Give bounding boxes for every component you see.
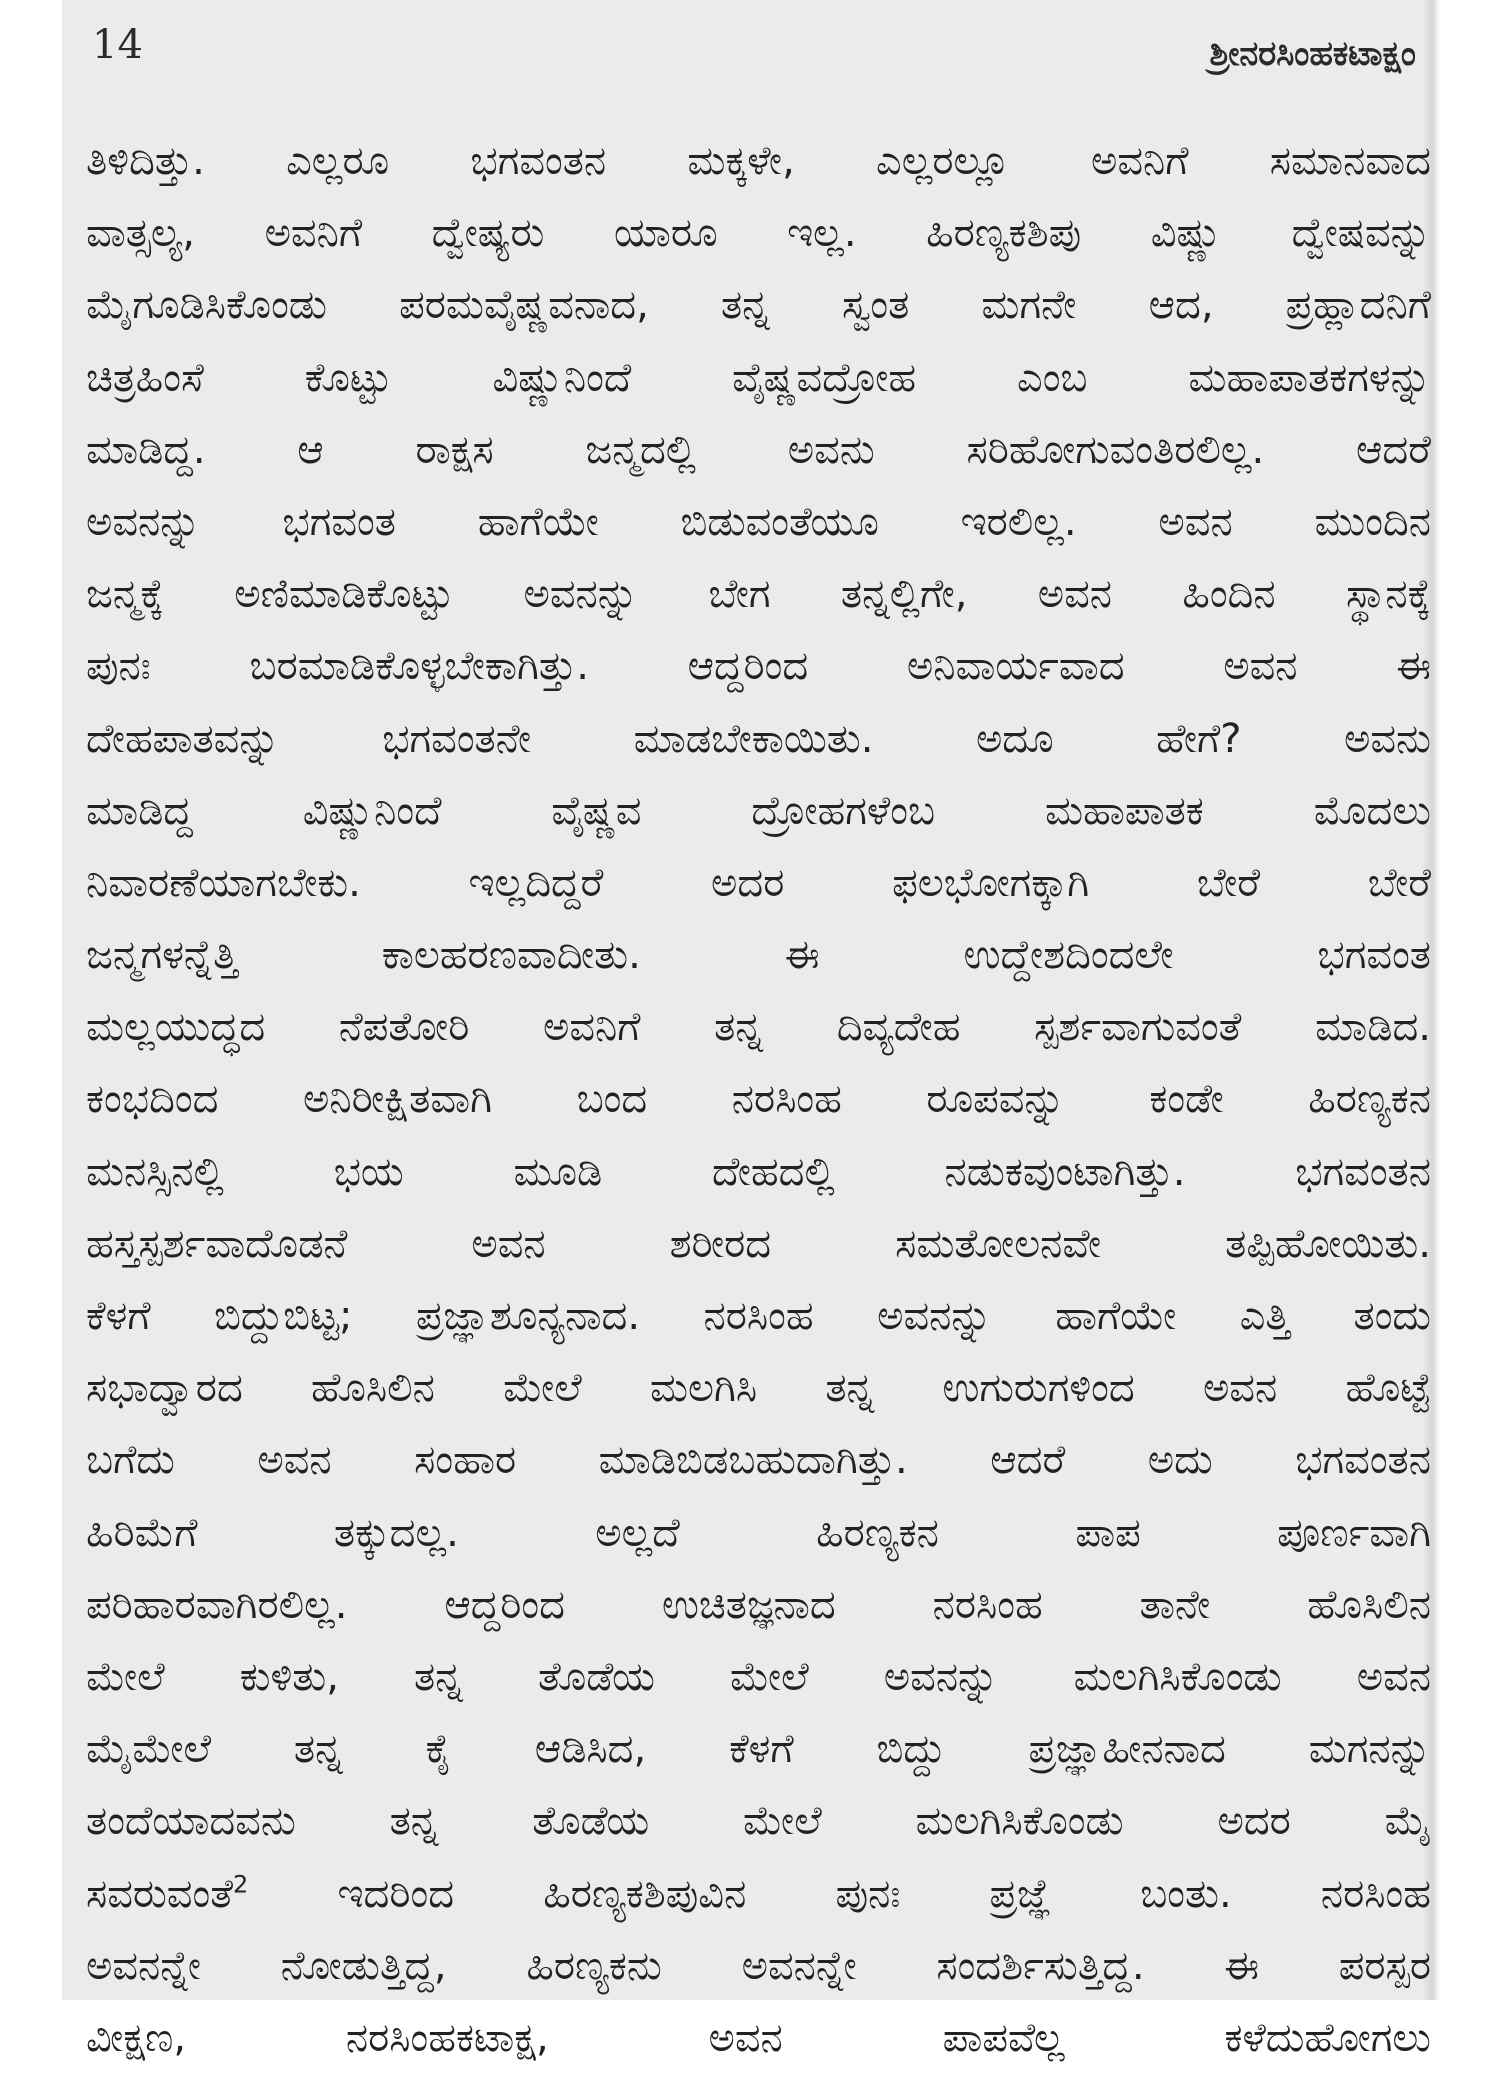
- text-line: ಹಿರಿಮೆಗೆ ತಕ್ಕುದಲ್ಲ. ಅಲ್ಲದೆ ಹಿರಣ್ಯಕನ ಪಾಪ ಪೂರ್ಣವಾಗಿ: [86, 1509, 1431, 1556]
- text-line: ತಿಳಿದಿತ್ತು. ಎಲ್ಲರೂ ಭಗವಂತನ ಮಕ್ಕಳೇ, ಎಲ್ಲರಲ್ಲೂ ಅವನಿಗೆ ಸಮಾನವಾದ: [86, 138, 1431, 184]
- text-line: ಹಸ್ತಸ್ಪರ್ಶವಾದೊಡನೆ ಅವನ ಶರೀರದ ಸಮತೋಲನವೇ ತಪ್ಪಿಹೋಯಿತು.: [86, 1220, 1431, 1267]
- text-line: ಸಭಾದ್ವಾರದ ಹೊಸಿಲಿನ ಮೇಲೆ ಮಲಗಿಸಿ ತನ್ನ ಉಗುರುಗಳಿಂದ ಅವನ ಹೊಟ್ಟೆ: [86, 1365, 1431, 1412]
- text-line: ಮಾಡಿದ್ದ. ಆ ರಾಕ್ಷಸ ಜನ್ಮದಲ್ಲಿ ಅವನು ಸರಿಹೋಗುವಂತಿರಲಿಲ್ಲ. ಆದರೆ: [86, 426, 1431, 473]
- text-line: ಕೆಳಗೆ ಬಿದ್ದುಬಿಟ್ಟ; ಪ್ರಜ್ಞಾಶೂನ್ಯನಾದ. ನರಸಿಂಹ ಅವನನ್ನು ಹಾಗೆಯೇ ಎತ್ತಿ ತಂದು: [86, 1293, 1431, 1339]
- text-line: ಅವನನ್ನು ಭಗವಂತ ಹಾಗೆಯೇ ಬಿಡುವಂತೆಯೂ ಇರಲಿಲ್ಲ. ಅವನ ಮುಂದಿನ: [86, 498, 1431, 545]
- footnote-line-rest: ಇದರಿಂದ ಹಿರಣ್ಯಕಶಿಪುವಿನ ಪುನಃ ಪ್ರಜ್ಞೆ ಬಂತು. ನರಸಿಂಹ: [248, 1870, 1431, 1917]
- text-line: ಪುನಃ ಬರಮಾಡಿಕೊಳ್ಳಬೇಕಾಗಿತ್ತು. ಆದ್ದರಿಂದ ಅನಿವಾರ್ಯವಾದ ಅವನ ಈ: [86, 643, 1431, 690]
- text-line: ಜನ್ಮಕ್ಕೆ ಅಣಿಮಾಡಿಕೊಟ್ಟು ಅವನನ್ನು ಬೇಗ ತನ್ನಲ್ಲಿಗೇ, ಅವನ ಹಿಂದಿನ ಸ್ಥಾನಕ್ಕೆ: [86, 571, 1431, 618]
- text-line: ಜನ್ಮಗಳನ್ನೆತ್ತಿ ಕಾಲಹರಣವಾದೀತು. ಈ ಉದ್ದೇಶದಿಂದಲೇ ಭಗವಂತ: [86, 932, 1431, 979]
- text-line: ಕಂಭದಿಂದ ಅನಿರೀಕ್ಷಿತವಾಗಿ ಬಂದ ನರಸಿಂಹ ರೂಪವನ್ನು ಕಂಡೇ ಹಿರಣ್ಯಕನ: [86, 1076, 1431, 1123]
- text-line: ಮನಸ್ಸಿನಲ್ಲಿ ಭಯ ಮೂಡಿ ದೇಹದಲ್ಲಿ ನಡುಕವುಂಟಾಗಿತ್ತು. ಭಗವಂತನ: [86, 1148, 1431, 1195]
- text-line: ಮೈಮೇಲೆ ತನ್ನ ಕೈ ಆಡಿಸಿದ, ಕೆಳಗೆ ಬಿದ್ದು ಪ್ರಜ್ಞಾಹೀನನಾದ ಮಗನನ್ನು: [86, 1726, 1431, 1773]
- text-line: ಮಾಡಿದ್ದ ವಿಷ್ಣುನಿಂದೆ ವೈಷ್ಣವ ದ್ರೋಹಗಳೆಂಬ ಮಹಾಪಾತಕ ಮೊದಲು: [86, 787, 1431, 834]
- text-line: ಪರಿಹಾರವಾಗಿರಲಿಲ್ಲ. ಆದ್ದರಿಂದ ಉಚಿತಜ್ಞನಾದ ನರಸಿಂಹ ತಾನೇ ಹೊಸಿಲಿನ: [86, 1581, 1431, 1628]
- footnote-line-start: ಸವರುವಂತೆ: [86, 1870, 233, 1917]
- text-line: ಮೈಗೂಡಿಸಿಕೊಂಡು ಪರಮವೈಷ್ಣವನಾದ, ತನ್ನ ಸ್ವಂತ ಮಗನೇ ಆದ, ಪ್ರಹ್ಲಾದನಿಗೆ: [86, 282, 1431, 329]
- text-line: ಬಗೆದು ಅವನ ಸಂಹಾರ ಮಾಡಿಬಿಡಬಹುದಾಗಿತ್ತು. ಆದರೆ ಅದು ಭಗವಂತನ: [86, 1437, 1431, 1484]
- running-title: ಶ್ರೀನರಸಿಂಹಕಟಾಕ್ಷಂ: [1209, 34, 1416, 74]
- text-line: ದೇಹಪಾತವನ್ನು ಭಗವಂತನೇ ಮಾಡಬೇಕಾಯಿತು. ಅದೂ ಹೇಗೆ? ಅವನು: [86, 715, 1431, 762]
- text-line: ವಾತ್ಸಲ್ಯ, ಅವನಿಗೆ ದ್ವೇಷ್ಯರು ಯಾರೂ ಇಲ್ಲ. ಹಿರಣ್ಯಕಶಿಪು ವಿಷ್ಣು ದ್ವೇಷವನ್ನು: [86, 210, 1431, 257]
- text-line: ಮಲ್ಲಯುದ್ಧದ ನೆಪತೋರಿ ಅವನಿಗೆ ತನ್ನ ದಿವ್ಯದೇಹ ಸ್ಪರ್ಶವಾಗುವಂತೆ ಮಾಡಿದ.: [86, 1004, 1431, 1051]
- page-number: 14: [92, 22, 143, 68]
- text-line: ನಿವಾರಣೆಯಾಗಬೇಕು. ಇಲ್ಲದಿದ್ದರೆ ಅದರ ಫಲಭೋಗಕ್ಕಾಗಿ ಬೇರೆ ಬೇರೆ: [86, 859, 1431, 906]
- text-line-with-footnote: [86, 1858, 1431, 1930]
- text-line: ಚಿತ್ರಹಿಂಸೆ ಕೊಟ್ಟು ವಿಷ್ಣುನಿಂದೆ ವೈಷ್ಣವದ್ರೋಹ ಎಂಬ ಮಹಾಪಾತಕಗಳನ್ನು: [86, 354, 1431, 401]
- footnote-marker: 2: [233, 1870, 249, 1899]
- text-line: ಮೇಲೆ ಕುಳಿತು, ತನ್ನ ತೊಡೆಯ ಮೇಲೆ ಅವನನ್ನು ಮಲಗಿಸಿಕೊಂಡು ಅವನ: [86, 1653, 1431, 1700]
- text-line: ವೀಕ್ಷಣ, ನರಸಿಂಹಕಟಾಕ್ಷ, ಅವನ ಪಾಪವೆಲ್ಲ ಕಳೆದುಹೋಗಲು: [86, 2014, 1431, 2061]
- body-text: [86, 125, 1431, 2074]
- text-line: ತಂದೆಯಾದವನು ತನ್ನ ತೊಡೆಯ ಮೇಲೆ ಮಲಗಿಸಿಕೊಂಡು ಅದರ ಮೈ: [86, 1798, 1431, 1845]
- text-line: ಅವನನ್ನೇ ನೋಡುತ್ತಿದ್ದ, ಹಿರಣ್ಯಕನು ಅವನನ್ನೇ ಸಂದರ್ಶಿಸುತ್ತಿದ್ದ. ಈ ಪರಸ್ಪರ: [86, 1942, 1431, 1989]
